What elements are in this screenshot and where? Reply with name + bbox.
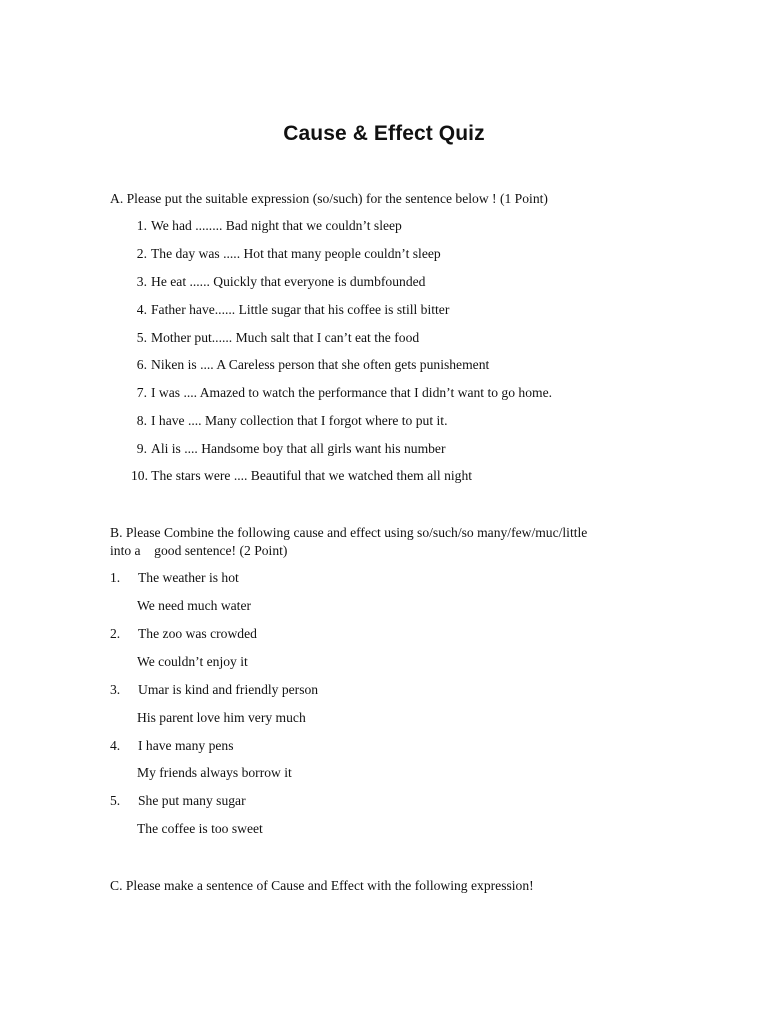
- list-item-cause: [110, 569, 239, 587]
- page-title: Cause & Effect Quiz: [283, 122, 485, 145]
- effect-text: My friends always borrow it: [137, 765, 292, 780]
- list-item: [125, 217, 402, 235]
- item-text: We had ........ Bad night that we couldn’t sleep: [151, 218, 402, 233]
- list-item: [125, 412, 447, 430]
- item-text: Father have...... Little sugar that his coffee is still bitter: [151, 302, 450, 317]
- list-item: [125, 245, 441, 263]
- cause-text: I have many pens: [138, 738, 234, 753]
- cause-text: She put many sugar: [138, 793, 246, 808]
- section-c-instruction: C. Please make a sentence of Cause and Effect with the following expression!: [110, 878, 534, 893]
- section-b-instruction-line2: into a good sentence! (2 Point): [110, 543, 288, 558]
- list-item-cause: [110, 625, 257, 643]
- item-text: Mother put...... Much salt that I can’t eat the food: [151, 330, 420, 345]
- item-number: 4.: [136, 302, 147, 317]
- list-item: [125, 384, 552, 402]
- item-text: The stars were .... Beautiful that we watched them all night: [151, 468, 473, 483]
- item-number: 5.: [136, 330, 147, 345]
- list-item: [125, 440, 446, 458]
- item-number: 2.: [136, 246, 147, 261]
- item-number: 3.: [110, 682, 121, 697]
- cause-text: The zoo was crowded: [138, 626, 257, 641]
- list-item: [125, 329, 419, 347]
- item-text: Niken is .... A Careless person that she often gets punishement: [151, 357, 490, 372]
- effect-text: We need much water: [137, 598, 252, 613]
- item-number: 3.: [136, 274, 147, 289]
- item-number: 10.: [131, 468, 148, 483]
- list-item: [125, 301, 449, 319]
- list-item-cause: [110, 681, 318, 699]
- item-text: I have .... Many collection that I forgot where to put it.: [151, 413, 448, 428]
- item-text: I was .... Amazed to watch the performance that I didn’t want to go home.: [151, 385, 553, 400]
- item-number: 4.: [110, 738, 121, 753]
- item-number: 6.: [136, 357, 147, 372]
- item-number: 7.: [136, 385, 147, 400]
- list-item-cause: [110, 792, 246, 810]
- item-text: He eat ...... Quickly that everyone is dumbfounded: [151, 274, 426, 289]
- item-number: 1.: [110, 570, 121, 585]
- item-number: 1.: [136, 218, 147, 233]
- item-number: 2.: [110, 626, 121, 641]
- item-number: 5.: [110, 793, 121, 808]
- list-item: [125, 273, 425, 291]
- item-number: 8.: [136, 413, 147, 428]
- cause-text: The weather is hot: [138, 570, 239, 585]
- list-item: [131, 467, 472, 485]
- effect-text: We couldn’t enjoy it: [137, 654, 248, 669]
- section-b-instruction-line1: B. Please Combine the following cause and effect using so/such/so many/few/muc/little: [110, 525, 588, 540]
- effect-text: The coffee is too sweet: [137, 821, 263, 836]
- cause-text: Umar is kind and friendly person: [138, 682, 319, 697]
- list-item: [125, 356, 489, 374]
- list-item-cause: [110, 737, 234, 755]
- effect-text: His parent love him very much: [137, 710, 306, 725]
- item-number: 9.: [136, 441, 147, 456]
- item-text: Ali is .... Handsome boy that all girls want his number: [151, 441, 446, 456]
- item-text: The day was ..... Hot that many people couldn’t sleep: [151, 246, 441, 261]
- section-a-instruction: A. Please put the suitable expression (so/such) for the sentence below ! (1 Point): [110, 191, 548, 206]
